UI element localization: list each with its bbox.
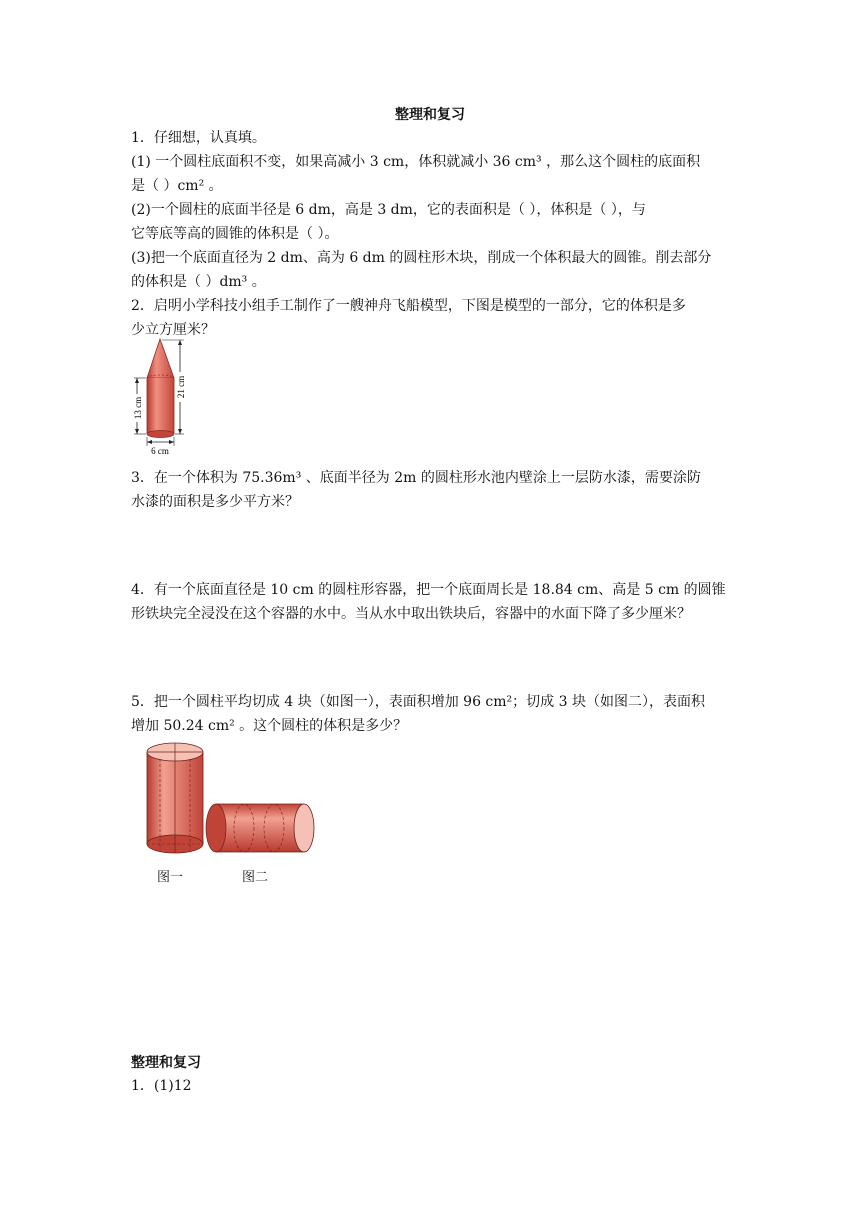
q1-part2-line2: 它等底等高的圆锥的体积是（ ）。 — [131, 226, 339, 242]
q1-heading: 1．仔细想，认真填。 — [131, 130, 266, 146]
answer-line1: 1．(1)12 — [131, 1078, 192, 1094]
cylinder-bottom-ellipse — [147, 431, 174, 438]
label-6cm: 6 cm — [151, 446, 169, 456]
q2-line2: 少立方厘米？ — [131, 322, 215, 338]
cylinder-body — [147, 378, 174, 434]
q3-line2: 水漆的面积是多少平方米？ — [131, 494, 299, 510]
q3-line1: 3．在一个体积为 75.36m³ 、底面半径为 2m 的圆柱形水池内壁涂上一层防水漆，需要涂防 — [131, 470, 701, 486]
q4-line2: 形铁块完全浸没在这个容器的水中。当从水中取出铁块后，容器中的水面下降了多少厘米？ — [131, 606, 691, 622]
q1-part3-line2: 的体积是（ ）dm³ 。 — [131, 274, 266, 290]
q2-line1: 2．启明小学科技小组手工制作了一艘神舟飞船模型，下图是模型的一部分，它的体积是多 — [131, 298, 686, 314]
figure-two-caption: 图二 — [242, 870, 269, 885]
q4-line1: 4．有一个底面直径是 10 cm 的圆柱形容器，把一个底面周长是 18.84 cm、高是 5 cm 的圆锥 — [131, 582, 726, 598]
label-13cm: 13 cm — [133, 396, 143, 420]
label-21cm: 21 cm — [176, 375, 186, 399]
page-title: 整理和复习 — [395, 107, 465, 123]
figure-one-cylinder-four-pieces — [140, 738, 210, 860]
q1-part2-line1: (2)一个圆柱的底面半径是 6 dm，高是 3 dm，它的表面积是（ ），体积是（ ），与 — [131, 202, 646, 218]
rocket-cylinder-cone-figure — [128, 336, 192, 458]
q1-part1-line2: 是（ ）cm² 。 — [131, 178, 223, 194]
figure-two-cylinder-three-pieces — [204, 800, 318, 858]
q1-part3-line1: (3)把一个底面直径为 2 dm、高为 6 dm 的圆柱形木块，削成一个体积最大的圆锥。削去部分 — [131, 250, 712, 266]
q5-line1: 5．把一个圆柱平均切成 4 块（如图一），表面积增加 96 cm²；切成 3 块（如图二），表面积 — [131, 694, 705, 710]
answers-title: 整理和复习 — [131, 1055, 201, 1071]
q5-line2: 增加 50.24 cm² 。这个圆柱的体积是多少？ — [131, 718, 408, 734]
cone-shape — [147, 339, 174, 378]
q1-part1-line1: (1) 一个圆柱底面积不变，如果高减小 3 cm，体积就减小 36 cm³ ，那么这个圆柱的底面积 — [131, 154, 701, 170]
figure-one-caption: 图一 — [157, 870, 184, 885]
